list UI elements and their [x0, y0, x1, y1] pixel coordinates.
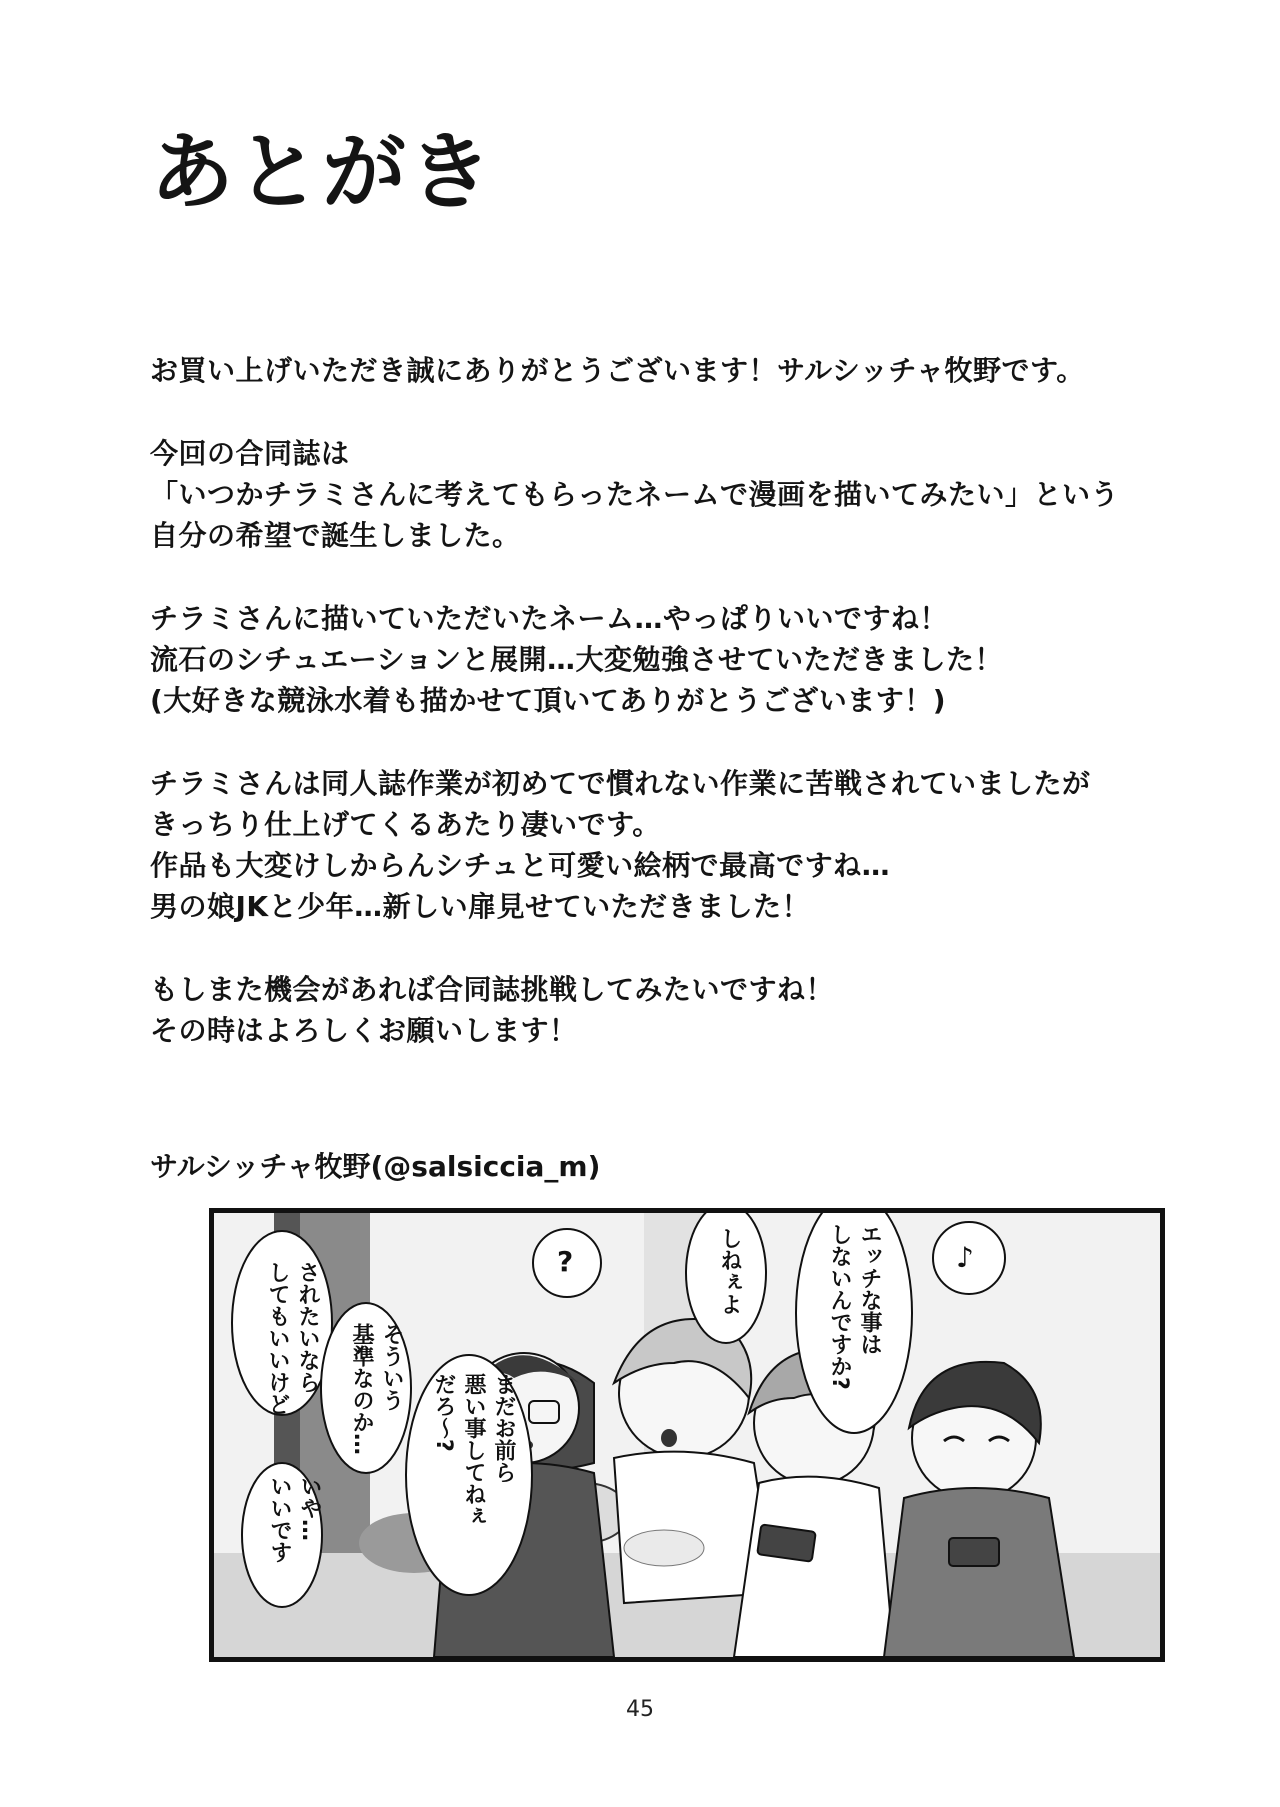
text-line: 自分の希望で誕生しました。: [150, 519, 521, 552]
text-line: その時はよろしくお願いします！: [150, 1014, 578, 1047]
text-line: 流石のシチュエーションと展開…大変勉強させていただきました！: [150, 643, 1004, 676]
bubble-text-4: ?: [557, 1245, 574, 1278]
text-line: 作品も大変けしからんシチュと可愛い絵柄で最高ですね…: [150, 849, 891, 882]
page-number: 45: [626, 1697, 654, 1722]
illustration-panel: [209, 1208, 1165, 1662]
paragraph-3: [150, 598, 1200, 721]
page-title: あとがき: [150, 123, 495, 221]
paragraph-2: [150, 433, 1200, 556]
bubble-text-3: そういう 基準なのか…: [349, 1323, 404, 1455]
text-line: きっちり仕上げてくるあたり凄いです。: [150, 808, 661, 841]
paragraph-1: [150, 350, 1200, 391]
bubble-text-8: ♪: [956, 1241, 974, 1274]
text-line: 今回の合同誌は: [150, 437, 350, 470]
bubble-text-2: いや… いいです: [267, 1475, 322, 1563]
text-line: (大好きな競泳水着も描かせて頂いてありがとうございます！): [150, 684, 947, 717]
bubble-text-5: まだお前ら 悪い事してねぇ だろ〜?: [431, 1373, 516, 1527]
text-line: 男の娘JKと少年…新しい扉見せていただきました！: [150, 890, 811, 923]
paragraph-4: [150, 763, 1200, 927]
bubble-text-6: しねぇよ: [717, 1227, 742, 1315]
paragraph-5: [150, 969, 1200, 1051]
afterword-body: [150, 350, 1200, 1093]
text-line: 「いつかチラミさんに考えてもらったネームで漫画を描いてみたい」という: [150, 478, 1120, 511]
text-line: もしまた機会があれば合同誌挑戦してみたいですね！: [150, 973, 835, 1006]
text-line: チラミさんは同人誌作業が初めてで慣れない作業に苦戦されていましたが: [150, 767, 1091, 800]
text-line: チラミさんに描いていただいたネーム…やっぱりいいですね！: [150, 602, 949, 635]
author-signature: サルシッチャ牧野(@salsiccia_m): [150, 1150, 601, 1183]
text-line: お買い上げいただき誠にありがとうございます！サルシッチャ牧野です。: [150, 354, 1085, 387]
bubble-text-1: されたいなら してもいいけど: [265, 1261, 320, 1415]
bubble-text-7: エッチな事は しないんですか?: [827, 1223, 882, 1390]
